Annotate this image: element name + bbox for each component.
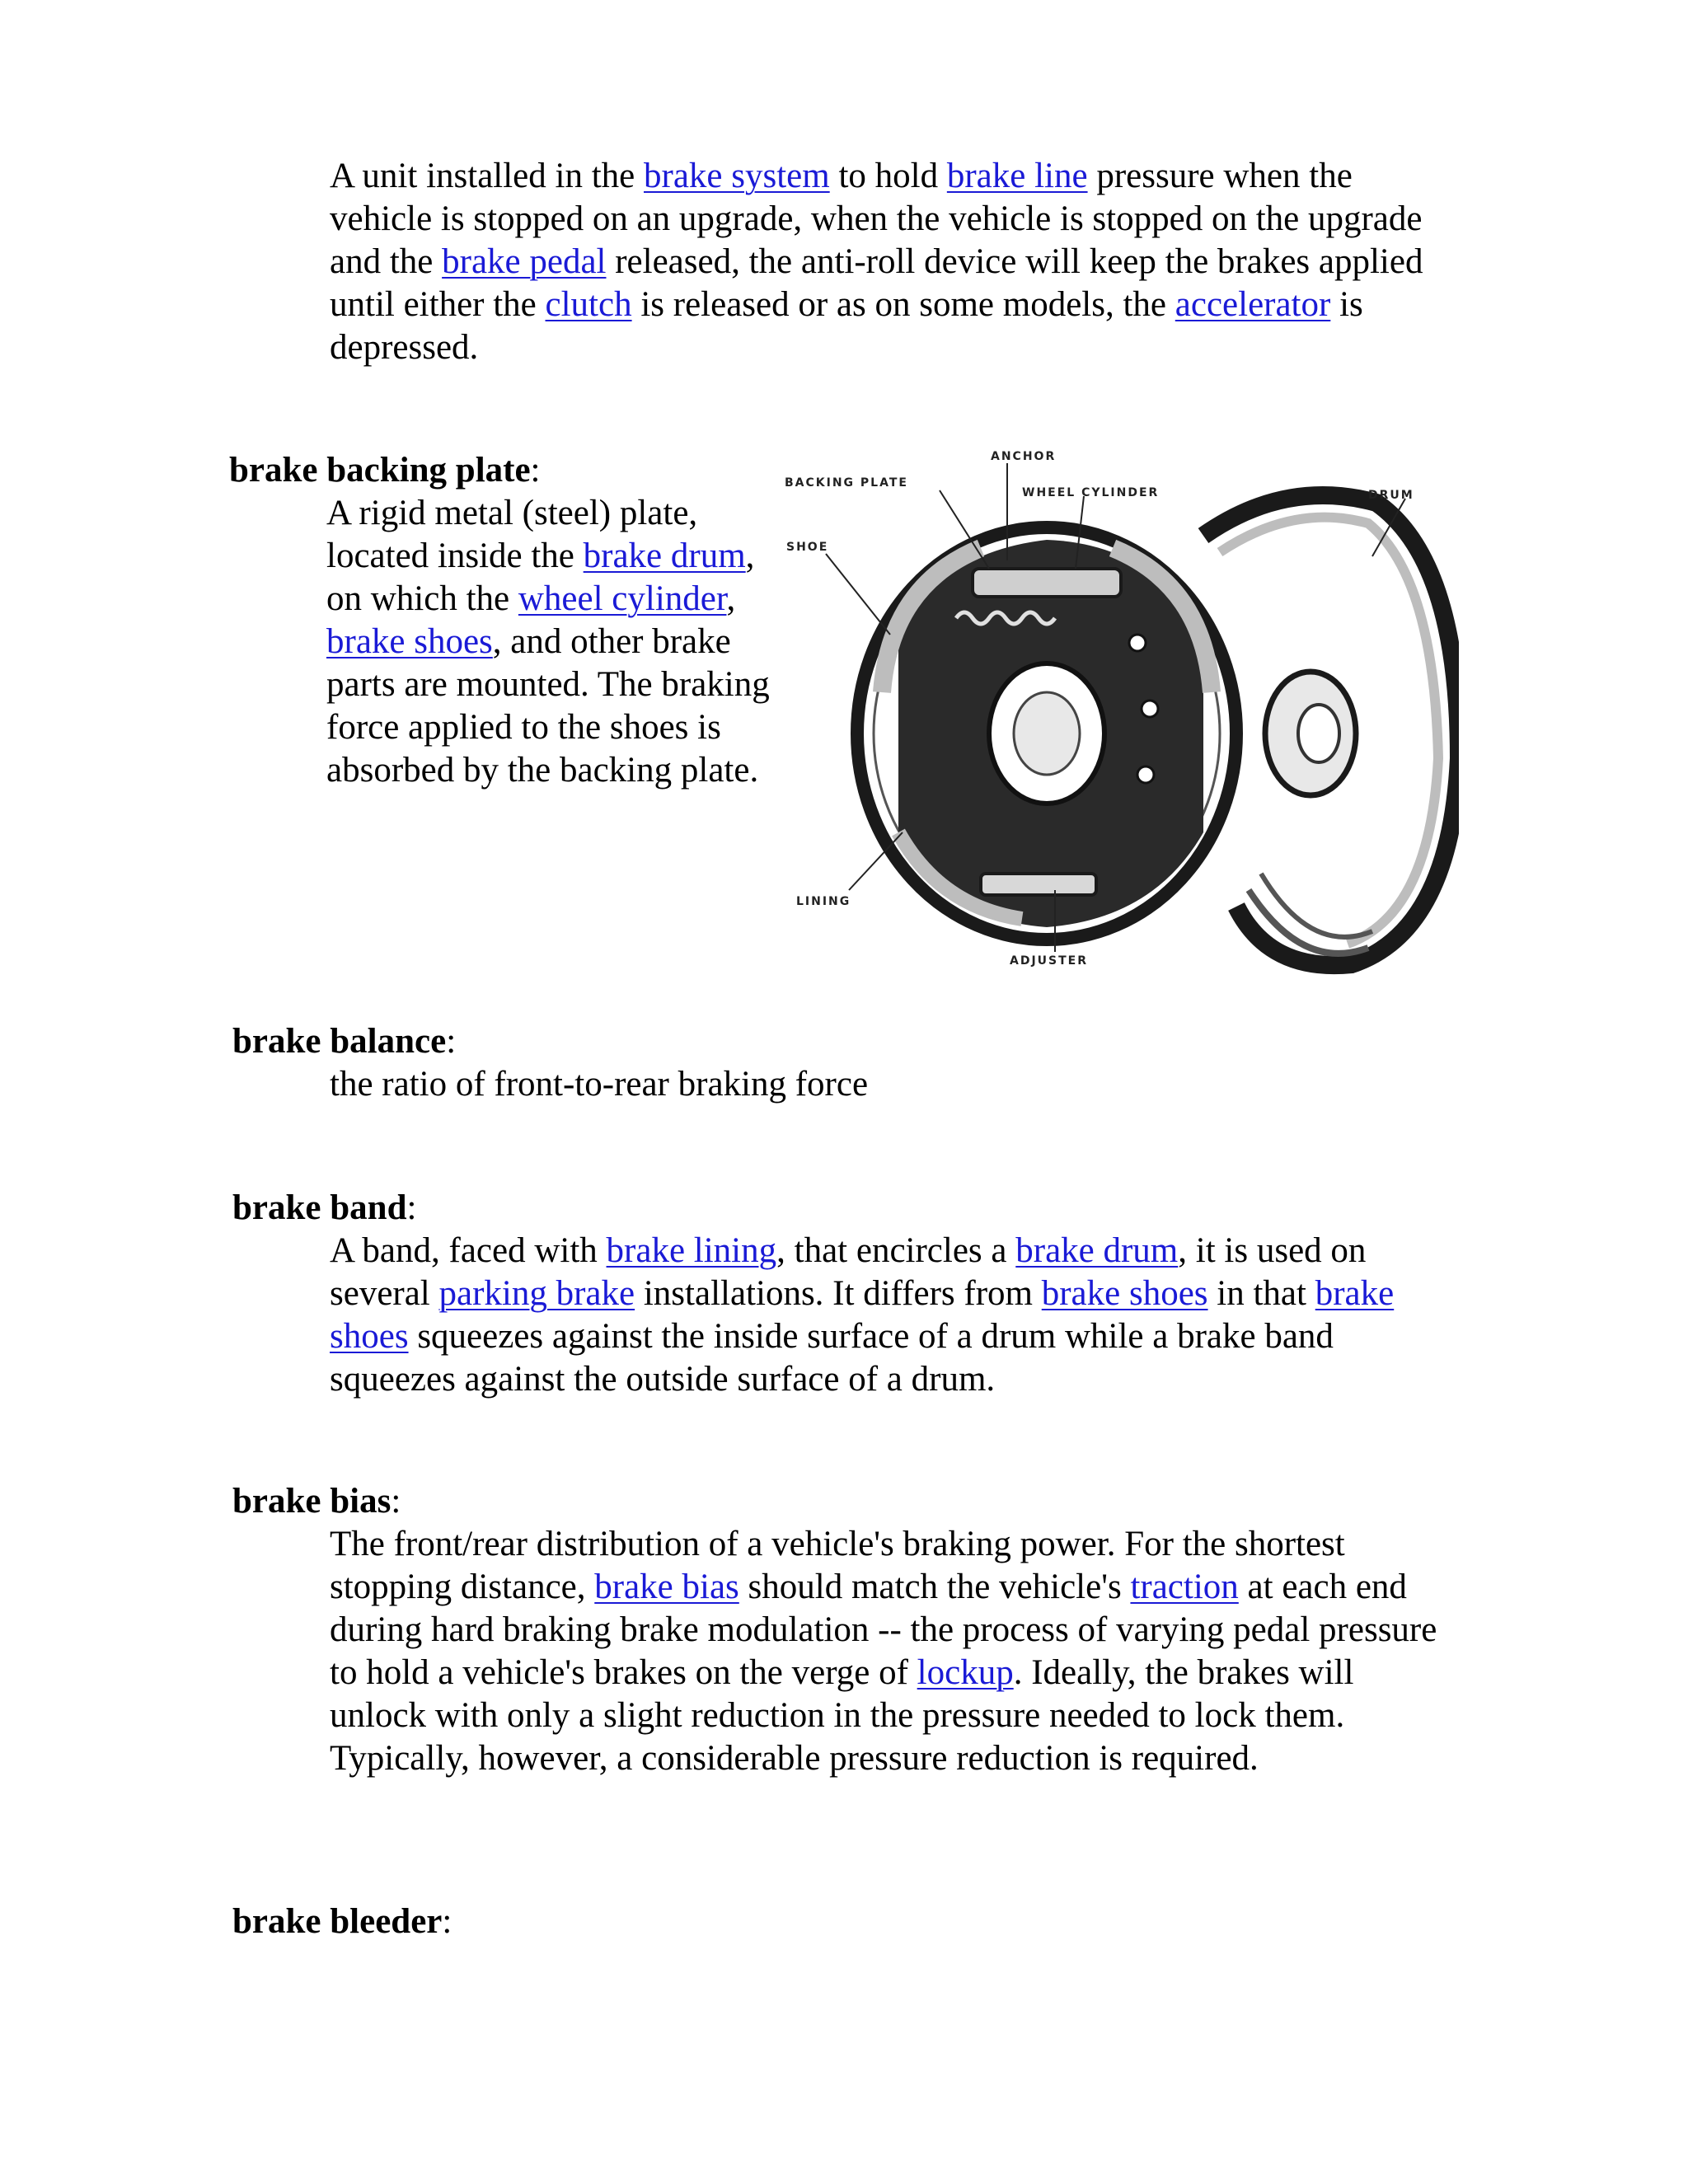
term-brake-band [232,1187,416,1230]
term-colon: : [406,1188,417,1227]
anti-roll-definition [330,155,1451,369]
term-colon: : [530,451,541,490]
link-brake-pedal[interactable]: brake pedal [442,242,607,281]
term-colon: : [442,1902,452,1941]
text-run: pressure when the vehicle is stopped on an upgrade, when the vehicle is stopped on the upgrade and the [330,157,1423,281]
text-run: , that encircles a [776,1231,1016,1270]
link-brake-drum[interactable]: brake drum [583,537,746,575]
link-brake-shoes[interactable]: brake shoes [326,622,493,661]
text-run: to hold [829,157,947,195]
drum-brake-illustration [775,445,1459,981]
text-run: released, the anti-roll device will keep the brakes applied until either the [330,242,1423,324]
backing-plate-assembly [857,527,1236,940]
label-drum: DRUM [1368,489,1414,502]
term-brake-bias [232,1480,401,1523]
term-label: brake bleeder [232,1902,443,1941]
term-colon: : [446,1022,457,1061]
label-wheel-cylinder: WHEEL CYLINDER [1022,486,1160,499]
term-label: brake bias [232,1482,392,1521]
text-run: at each end during hard braking brake modulation -- the process of varying pedal pressure to hold a vehicle's brakes on the verge of [330,1568,1437,1692]
term-label: brake band [232,1188,407,1227]
label-adjuster: ADJUSTER [1010,954,1089,968]
link-brake-shoes-2[interactable]: brake shoes [330,1274,1395,1356]
text-run: A band, faced with [330,1231,607,1270]
term-brake-balance [232,1020,456,1063]
link-brake-lining[interactable]: brake lining [606,1231,777,1270]
link-brake-line[interactable]: brake line [946,157,1088,195]
label-backing-plate: BACKING PLATE [785,476,908,490]
label-shoe: SHOE [786,541,829,554]
text-run: A unit installed in the [330,157,644,195]
label-lining: LINING [796,895,851,908]
brake-band-definition [330,1230,1451,1401]
text-run: , and other brake parts are mounted. The braking force applied to the shoes is absorbed by the backing plate. [326,622,770,790]
text-run: squeezes against the inside surface of a drum while a brake band squeezes against the outside surface of a drum. [330,1317,1334,1399]
brake-bias-definition [330,1523,1451,1780]
label-anchor: ANCHOR [991,450,1057,463]
text-run: installations. It differs from [635,1274,1042,1313]
brake-balance-definition: the ratio of front-to-rear braking force [330,1065,869,1104]
link-parking-brake[interactable]: parking brake [438,1274,635,1313]
brake-backing-plate-definition [326,492,771,792]
term-brake-bleeder [232,1900,452,1943]
text-run: A rigid metal (steel) plate, located inside the [326,494,698,575]
text-run: , it is used on several [330,1231,1367,1313]
link-clutch[interactable]: clutch [545,285,632,324]
link-brake-system[interactable]: brake system [644,157,830,195]
text-run: in that [1207,1274,1315,1313]
term-brake-backing-plate [229,449,541,492]
link-traction[interactable]: traction [1130,1568,1239,1606]
text-run: , on which the [326,537,755,618]
text-run: , [726,579,736,618]
link-wheel-cylinder[interactable]: wheel cylinder [518,579,727,618]
link-brake-drum[interactable]: brake drum [1015,1231,1179,1270]
text-run: should match the vehicle's [738,1568,1131,1606]
link-brake-bias[interactable]: brake bias [594,1568,739,1606]
term-label: brake backing plate [229,451,531,490]
term-label: brake balance [232,1022,447,1061]
link-brake-shoes[interactable]: brake shoes [1041,1274,1208,1313]
term-colon: : [391,1482,401,1521]
text-run: . Ideally, the brakes will unlock with only a slight reduction in the pressure needed to lock them. Typically, however, a considerable pressure reduction is required. [330,1653,1354,1778]
link-lockup[interactable]: lockup [917,1653,1014,1692]
text-run: is released or as on some models, the [631,285,1175,324]
text-run: The front/rear distribution of a vehicle's braking power. For the shortest stopping distance, [330,1525,1345,1606]
text-run: is depressed. [330,285,1363,367]
link-accelerator[interactable]: accelerator [1175,285,1331,324]
